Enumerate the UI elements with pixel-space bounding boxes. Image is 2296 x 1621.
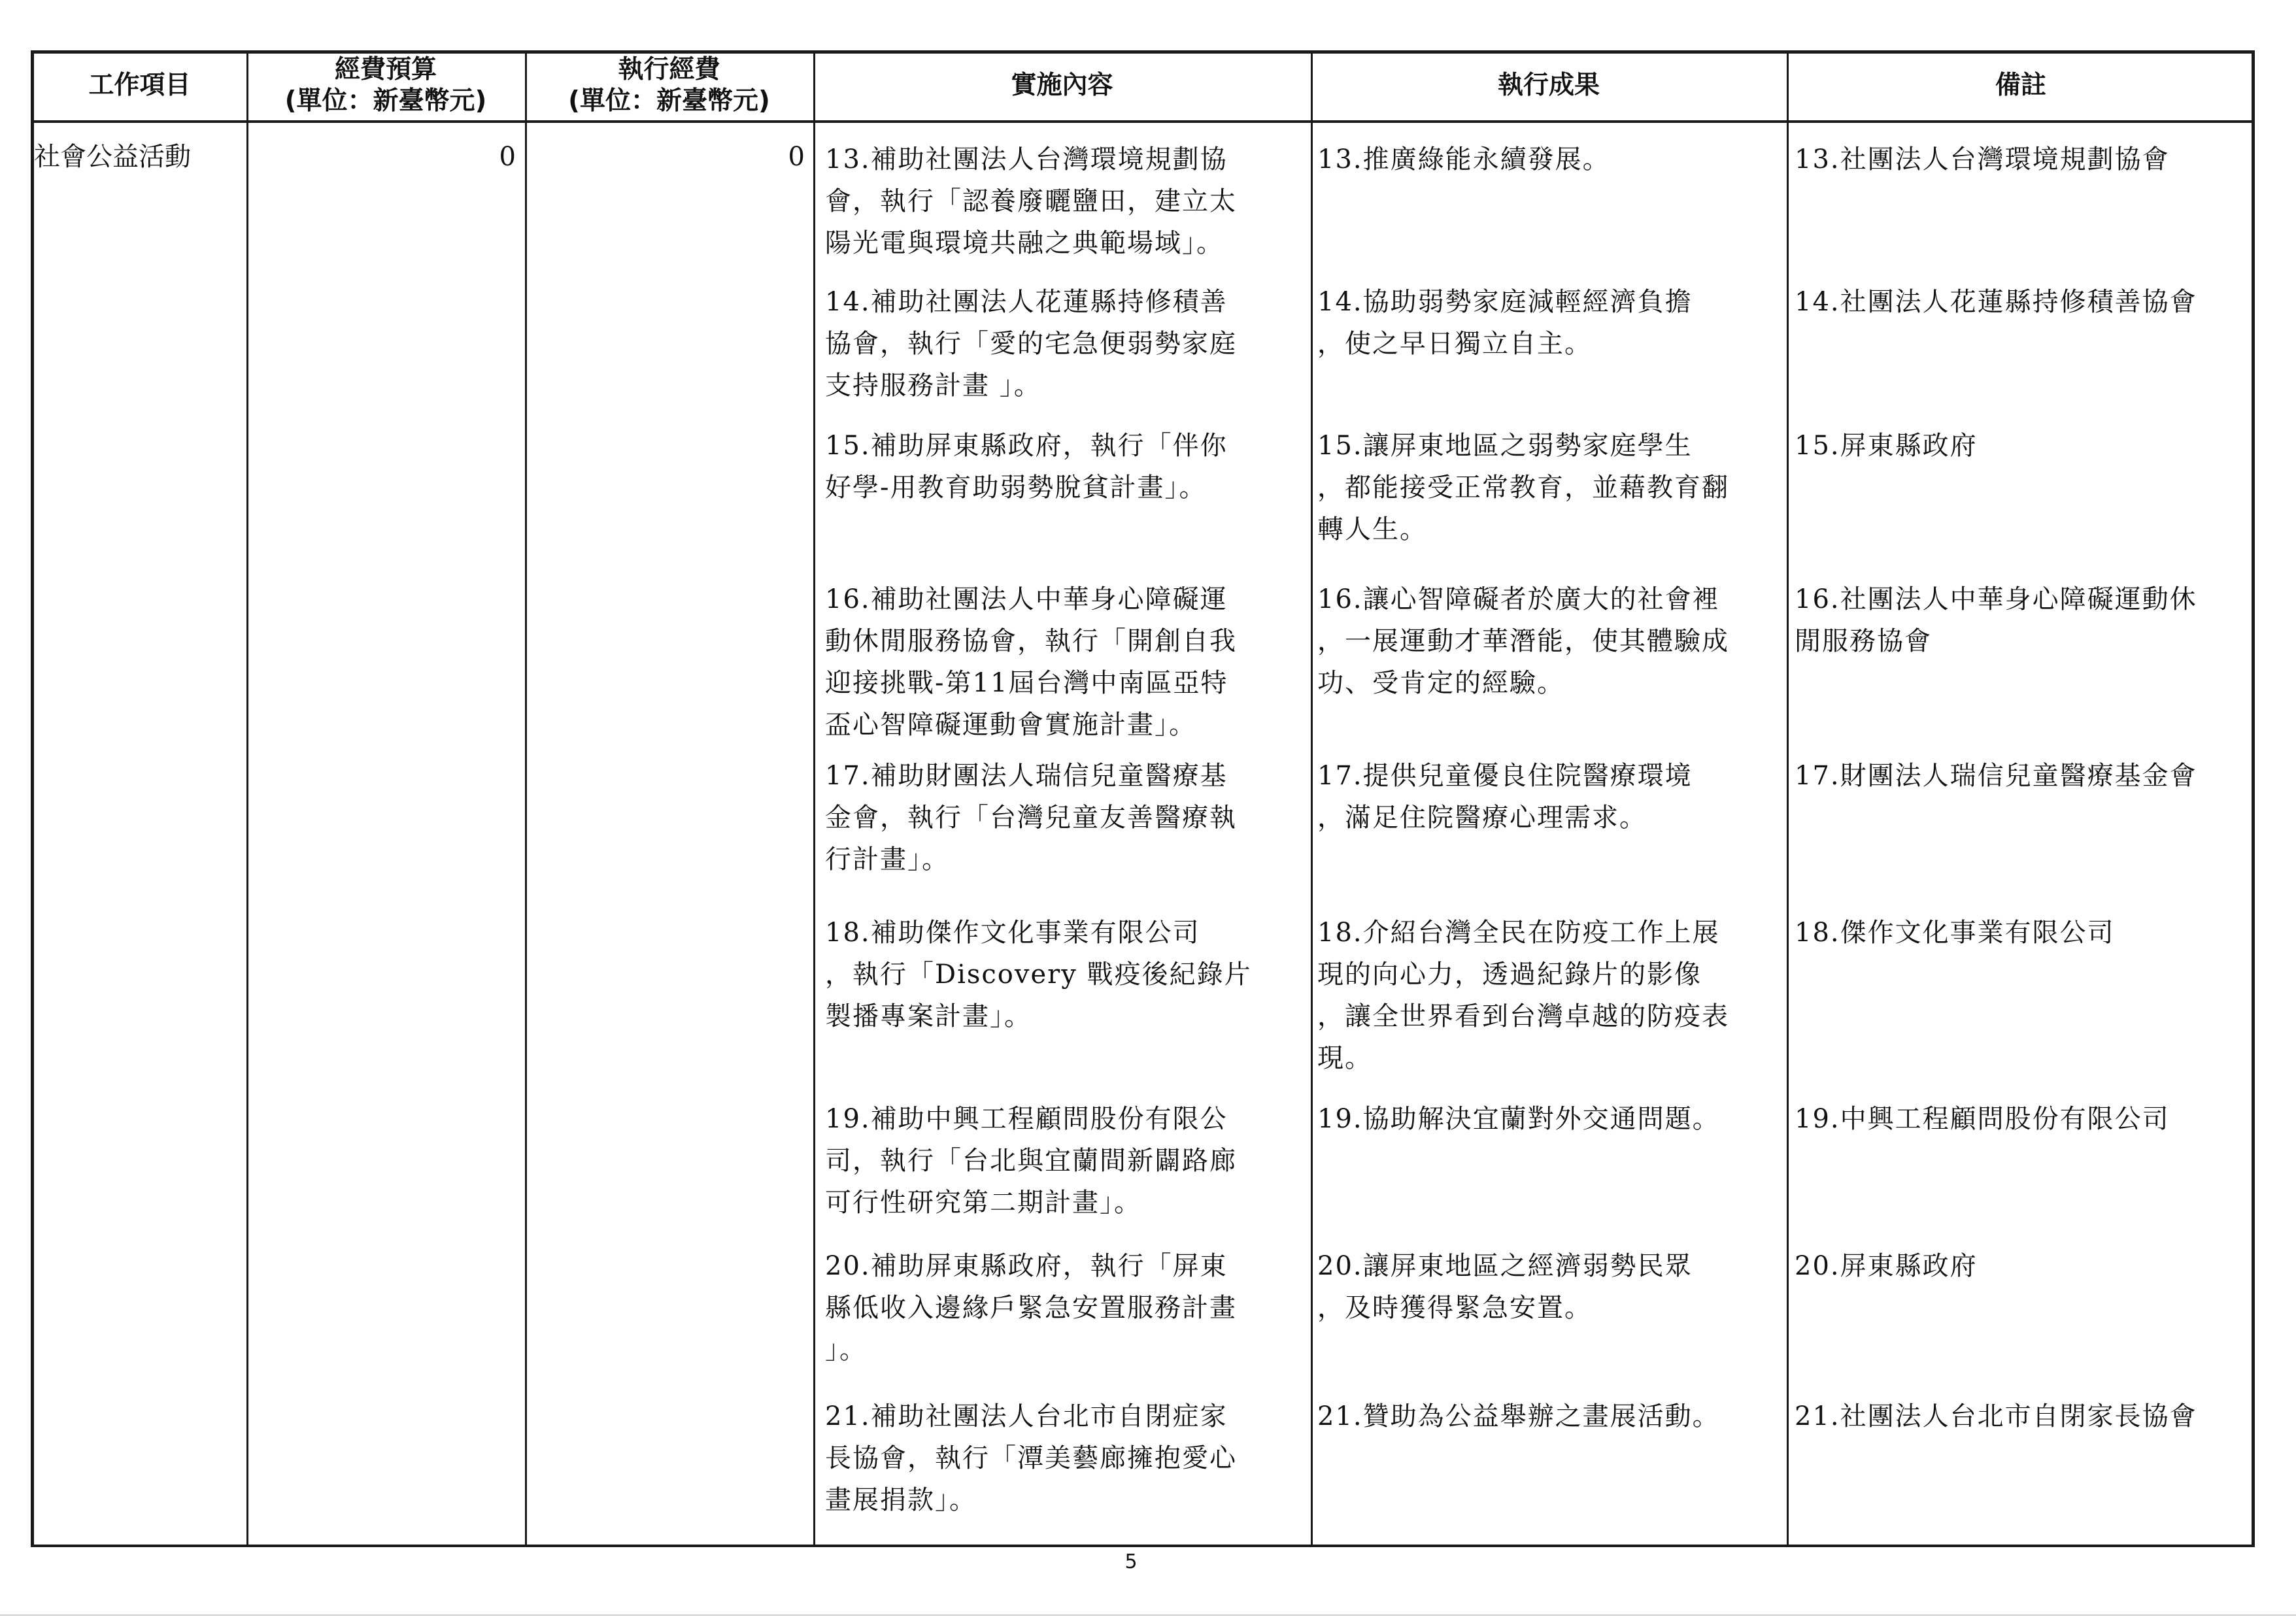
entry-remark-line: 16.社團法人中華身心障礙運動休 [1795, 584, 2197, 614]
header-results-label: 執行成果 [1497, 70, 1600, 100]
entry-result-cell [1317, 912, 1729, 1079]
entry-result-line: ，滿足住院醫療心理需求。 [1317, 803, 1647, 833]
entry-content-cell [825, 425, 1228, 509]
column-divider [1311, 50, 1313, 1547]
entry-result-line: ，讓全世界看到台灣卓越的防疫表 [1317, 1001, 1729, 1031]
header-divider [31, 120, 2255, 123]
entry-remark-cell [1795, 425, 1978, 467]
entry-content-line: 金會，執行「台灣兒童友善醫療執 [825, 803, 1237, 833]
entry-content-line: 14.補助社團法人花蓮縣持修積善 [825, 287, 1228, 317]
header-executed-unit: (單位：新臺幣元) [568, 86, 770, 116]
entry-content-cell [825, 912, 1252, 1037]
entry-content-line: 畫展捐款」。 [825, 1485, 977, 1515]
entry-content-cell [825, 1098, 1237, 1224]
entry-result-cell [1317, 1245, 1693, 1329]
scan-edge-line [0, 1614, 2296, 1616]
entry-remark-cell [1795, 755, 2197, 797]
entry-remark-line: 15.屏東縣政府 [1795, 431, 1978, 461]
entry-result-line: 17.提供兒童優良住院醫療環境 [1317, 761, 1693, 791]
entry-result-line: 19.協助解決宜蘭對外交通問題。 [1317, 1104, 1720, 1134]
entry-content-line: 16.補助社團法人中華身心障礙運 [825, 584, 1228, 614]
entry-result-line: 15.讓屏東地區之弱勢家庭學生 [1317, 431, 1693, 461]
entry-content-cell [825, 281, 1237, 407]
entry-remark-line: 13.社團法人台灣環境規劃協會 [1795, 144, 2170, 175]
entry-result-line: 21.贊助為公益舉辦之畫展活動。 [1317, 1401, 1720, 1431]
entry-content-line: 15.補助屏東縣政府，執行「伴你 [825, 431, 1228, 461]
header-budget-unit: (單位：新臺幣元) [284, 86, 487, 116]
header-remarks [1787, 50, 2255, 120]
entry-content-line: 可行性研究第二期計畫」。 [825, 1188, 1141, 1218]
entry-remark-cell [1795, 139, 2170, 180]
entry-remark-cell [1795, 578, 2197, 662]
header-executed [525, 50, 813, 120]
entry-result-line: 功、受肯定的經驗。 [1317, 668, 1564, 698]
entry-content-line: 13.補助社團法人台灣環境規劃協 [825, 144, 1228, 175]
entry-result-line: 14.協助弱勢家庭減輕經濟負擔 [1317, 287, 1693, 317]
entry-content-cell [825, 755, 1237, 880]
entry-content-line: 行計畫」。 [825, 844, 949, 875]
entry-remark-cell [1795, 1395, 2197, 1437]
entry-result-line: 13.推廣綠能永續發展。 [1317, 144, 1610, 175]
entry-content-line: ，執行「Discovery 戰疫後紀錄片 [825, 960, 1252, 990]
entry-result-line: ，一展運動才華潛能，使其體驗成 [1317, 626, 1729, 656]
entry-result-line: 18.介紹台灣全民在防疫工作上展 [1317, 918, 1720, 948]
entry-result-line: ，使之早日獨立自主。 [1317, 329, 1592, 359]
entry-content-cell [825, 139, 1237, 264]
header-budget-label: 經費預算 [334, 54, 437, 84]
entry-result-line: 轉人生。 [1317, 514, 1427, 544]
page-number: 5 [1124, 1550, 1138, 1573]
entry-content-line: 會，執行「認養廢曬鹽田，建立太 [825, 186, 1237, 216]
entry-result-line: ，及時獲得緊急安置。 [1317, 1293, 1592, 1323]
entry-content-line: 縣低收入邊緣戶緊急安置服務計畫 [825, 1293, 1237, 1323]
column-divider [246, 50, 248, 1547]
entry-content-line: 20.補助屏東縣政府，執行「屏東 [825, 1251, 1228, 1281]
executed-value: 0 [788, 142, 805, 172]
entry-content-line: 21.補助社團法人台北市自閉症家 [825, 1401, 1228, 1431]
entry-result-line: 現的向心力，透過紀錄片的影像 [1317, 960, 1702, 990]
budget-value: 0 [499, 142, 516, 172]
entry-result-cell [1317, 1098, 1720, 1140]
entry-result-cell [1317, 139, 1610, 180]
entry-remark-line: 17.財團法人瑞信兒童醫療基金會 [1795, 761, 2197, 791]
column-divider [525, 50, 527, 1547]
entry-remark-line: 閒服務協會 [1795, 626, 1932, 656]
entry-remark-line: 19.中興工程顧問股份有限公司 [1795, 1104, 2170, 1134]
header-remarks-label: 備註 [1995, 70, 2046, 100]
entry-content-line: 18.補助傑作文化事業有限公司 [825, 918, 1200, 948]
entry-result-line: 20.讓屏東地區之經濟弱勢民眾 [1317, 1251, 1693, 1281]
entry-content-cell [825, 578, 1237, 746]
column-divider [813, 50, 815, 1547]
header-results [1311, 50, 1787, 120]
entry-content-line: 17.補助財團法人瑞信兒童醫療基 [825, 761, 1228, 791]
entry-remark-cell [1795, 912, 2115, 954]
entry-result-line: 16.讓心智障礙者於廣大的社會裡 [1317, 584, 1720, 614]
entry-content-line: 好學-用教育助弱勢脫貧計畫」。 [825, 473, 1207, 503]
entry-remark-line: 18.傑作文化事業有限公司 [1795, 918, 2115, 948]
entry-remark-line: 20.屏東縣政府 [1795, 1251, 1978, 1281]
entry-content-cell [825, 1245, 1237, 1371]
entry-content-line: 動休閒服務協會，執行「開創自我 [825, 626, 1237, 656]
entry-result-cell [1317, 1395, 1720, 1437]
header-executed-label: 執行經費 [618, 54, 720, 84]
entry-result-cell [1317, 578, 1729, 704]
entry-result-cell [1317, 755, 1693, 839]
work-item-cell: 社會公益活動 [34, 142, 191, 172]
entry-remark-line: 21.社團法人台北市自閉家長協會 [1795, 1401, 2197, 1431]
entry-content-line: 支持服務計畫 」。 [825, 371, 1041, 401]
header-content-label: 實施內容 [1011, 70, 1113, 100]
entry-content-line: 迎接挑戰-第11屆台灣中南區亞特 [825, 668, 1228, 698]
entry-content-line: 製播專案計畫」。 [825, 1001, 1032, 1031]
entry-result-line: ，都能接受正常教育，並藉教育翻 [1317, 473, 1729, 503]
entry-remark-cell [1795, 281, 2197, 323]
header-budget [246, 50, 525, 120]
header-work-item [33, 50, 246, 120]
entry-content-line: 陽光電與環境共融之典範場域」。 [825, 228, 1224, 258]
header-content [813, 50, 1311, 120]
entry-remark-line: 14.社團法人花蓮縣持修積善協會 [1795, 287, 2197, 317]
entry-content-line: 」。 [825, 1335, 867, 1365]
column-divider [1787, 50, 1789, 1547]
entry-content-line: 19.補助中興工程顧問股份有限公 [825, 1104, 1228, 1134]
entry-content-line: 長協會，執行「潭美藝廊擁抱愛心 [825, 1443, 1237, 1473]
entry-result-cell [1317, 425, 1729, 550]
entry-content-line: 司，執行「台北與宜蘭間新闢路廊 [825, 1146, 1237, 1176]
entry-content-line: 盃心智障礙運動會實施計畫」。 [825, 710, 1196, 740]
entry-result-cell [1317, 281, 1693, 365]
entry-content-cell [825, 1395, 1237, 1521]
entry-result-line: 現。 [1317, 1043, 1372, 1073]
entry-remark-cell [1795, 1245, 1978, 1287]
entry-content-line: 協會，執行「愛的宅急便弱勢家庭 [825, 329, 1237, 359]
header-work-item-label: 工作項目 [88, 70, 191, 100]
entry-remark-cell [1795, 1098, 2170, 1140]
